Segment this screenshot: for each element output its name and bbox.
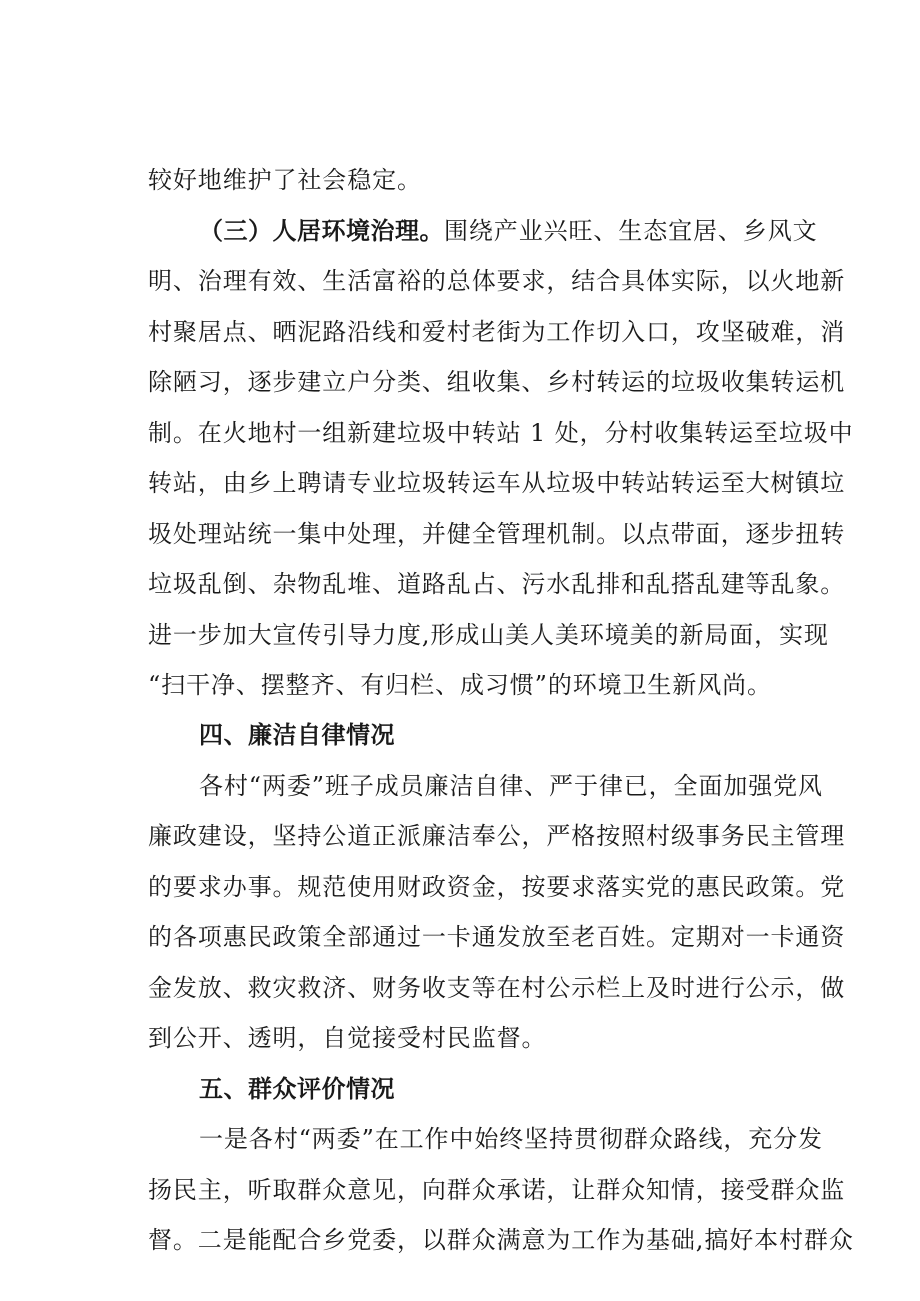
subsection-title: （三）人居环境治理。 [199,217,444,245]
paragraph-text: 围绕产业兴旺、生态宜居、乡风文 [444,217,818,245]
paragraph-line: 的各项惠民政策全部通过一卡通发放至老百姓。定期对一卡通资 [148,923,846,951]
paragraph-line: 圾处理站统一集中处理，并健全管理机制。以点带面，逐步扭转 [148,520,846,548]
paragraph-line: 扬民主，听取群众意见，向群众承诺，让群众知情，接受群众监 [148,1176,846,1204]
paragraph-line: 明、治理有效、生活富裕的总体要求，结合具体实际，以火地新 [148,267,846,295]
paragraph-line: 一是各村“两委”在工作中始终坚持贯彻群众路线，充分发 [199,1125,823,1153]
paragraph-line: 制。在火地村一组新建垃圾中转站 1 处，分村收集转运至垃圾中 [148,419,854,447]
paragraph-line: 除陋习，逐步建立户分类、组收集、乡村转运的垃圾收集转运机 [148,368,846,396]
paragraph-line: “扫干净、摆整齐、有归栏、成习惯”的环境卫生新风尚。 [148,671,772,699]
section-heading: 五、群众评价情况 [199,1075,395,1103]
paragraph-line: 督。二是能配合乡党委，以群众满意为工作为基础,搞好本村群众 [148,1226,854,1254]
paragraph-line: 的要求办事。规范使用财政资金，按要求落实党的惠民政策。党 [148,873,846,901]
paragraph-line [199,216,818,246]
paragraph-line: 廉政建设，坚持公道正派廉洁奉公，严格按照村级事务民主管理 [148,822,846,850]
paragraph-line: 金发放、救灾救济、财务收支等在村公示栏上及时进行公示，做 [148,974,846,1002]
paragraph-line: 进一步加大宣传引导力度,形成山美人美环境美的新局面，实现 [148,621,829,649]
paragraph-line: 村聚居点、晒泥路沿线和爱村老街为工作切入口，攻坚破难，消 [148,318,846,346]
paragraph-line: 各村“两委”班子成员廉洁自律、严于律已，全面加强党风 [199,772,823,800]
paragraph-line: 到公开、透明，自觉接受村民监督。 [148,1024,547,1052]
section-heading: 四、廉洁自律情况 [199,721,395,749]
paragraph-line: 垃圾乱倒、杂物乱堆、道路乱占、污水乱排和乱搭乱建等乱象。 [148,570,846,598]
paragraph-line: 转站，由乡上聘请专业垃圾转运车从垃圾中转站转运至大树镇垃 [148,469,846,497]
paragraph-line: 较好地维护了社会稳定。 [148,166,422,194]
